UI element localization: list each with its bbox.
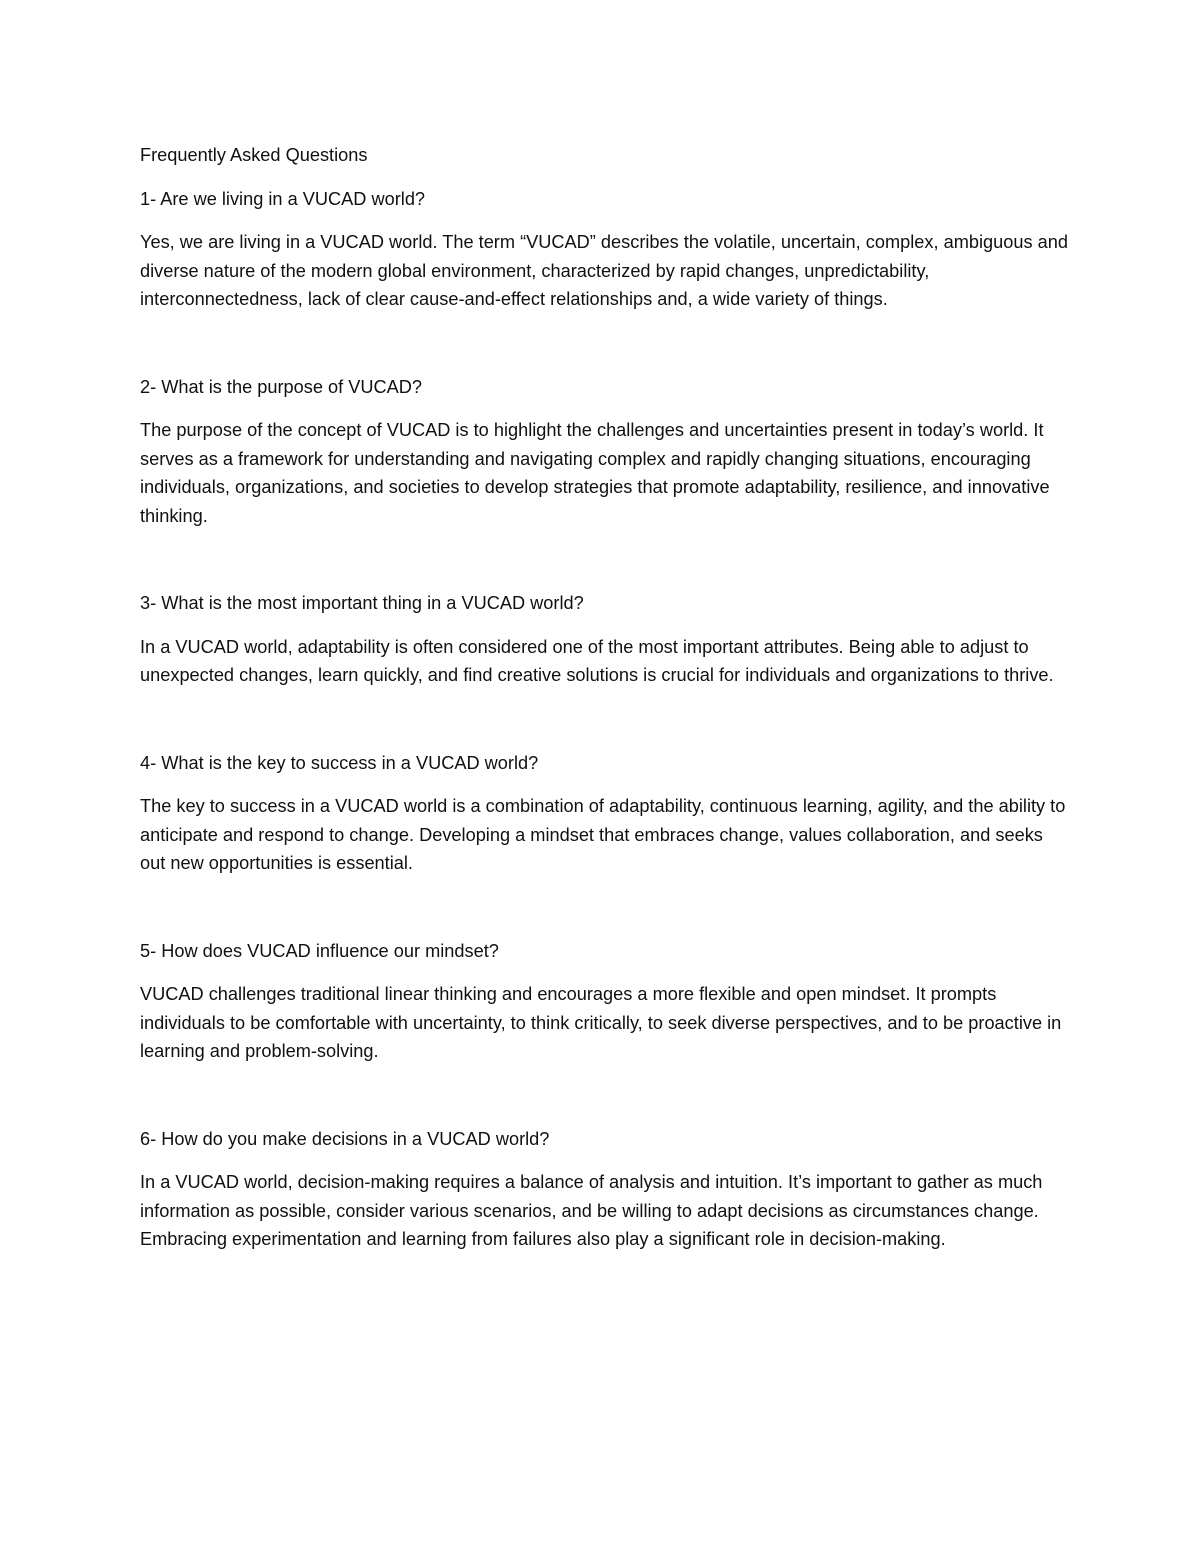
faq-item-6 <box>140 1125 1070 1254</box>
paragraph-spacer <box>140 690 1070 749</box>
document-title: Frequently Asked Questions <box>140 145 368 165</box>
paragraph-spacer <box>140 314 1070 373</box>
faq-item-4 <box>140 749 1070 878</box>
faq-answer: In a VUCAD world, decision-making requires a balance of analysis and intuition. It’s important to gather as much information as possible, consider various scenarios, and be willing to adapt decisions as circumstances change. Embracing experimentation and learning from failures also play a significant role in decision-making. <box>140 1172 1043 1249</box>
paragraph-spacer <box>140 1066 1070 1125</box>
faq-answer: In a VUCAD world, adaptability is often considered one of the most important attributes. Being able to adjust to unexpected changes, learn quickly, and find creative solutions is crucial for individuals and organizations to thrive. <box>140 636 1054 685</box>
faq-item-1 <box>140 185 1070 314</box>
faq-question: 1- Are we living in a VUCAD world? <box>140 188 426 209</box>
document-body <box>140 141 1070 1254</box>
paragraph-spacer <box>140 878 1070 937</box>
faq-item-3 <box>140 589 1070 690</box>
faq-answer: VUCAD challenges traditional linear thinking and encourages a more flexible and open mindset. It prompts individuals to be comfortable with uncertainty, to think critically, to seek diverse perspectives, and to be proactive in learning and problem-solving. <box>140 984 1062 1061</box>
faq-question: 6- How do you make decisions in a VUCAD world? <box>140 1128 550 1149</box>
faq-answer: The key to success in a VUCAD world is a combination of adaptability, continuous learning, agility, and the ability to anticipate and respond to change. Developing a mindset that embraces change, values collaboration, and seeks out new opportunities is essential. <box>140 796 1066 873</box>
paragraph-spacer <box>140 530 1070 589</box>
faq-question: 3- What is the most important thing in a VUCAD world? <box>140 593 584 613</box>
faq-answer: The purpose of the concept of VUCAD is to highlight the challenges and uncertainties present in today’s world. It serves as a framework for understanding and navigating complex and rapidly changing situations, encouraging individuals, organizations, and societies to develop strategies that promote adaptability, resilience, and innovative thinking. <box>140 420 1050 526</box>
faq-question: 4- What is the key to success in a VUCAD world? <box>140 752 539 773</box>
faq-question: 2- What is the purpose of VUCAD? <box>140 376 423 397</box>
faq-question: 5- How does VUCAD influence our mindset? <box>140 940 499 961</box>
faq-answer: Yes, we are living in a VUCAD world. The term “VUCAD” describes the volatile, uncertain, complex, ambiguous and diverse nature of the modern global environment, characterized by rapid changes, unpredictability, interconnectedness, lack of clear cause-and-effect relationships and, a wide variety of things. <box>140 232 1068 309</box>
faq-item-5 <box>140 937 1070 1066</box>
faq-item-2 <box>140 373 1070 531</box>
